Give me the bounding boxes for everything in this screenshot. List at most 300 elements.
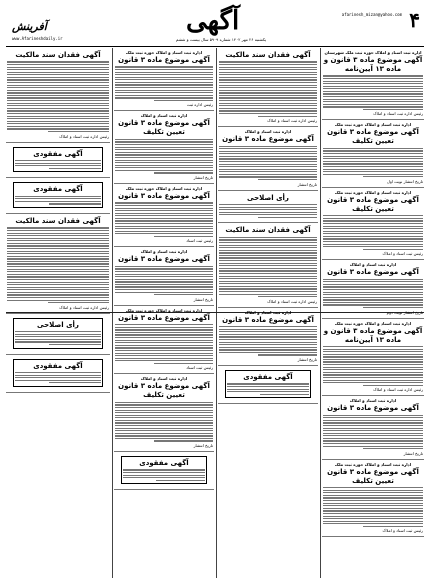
column-4 xyxy=(6,48,110,580)
text-line xyxy=(49,344,101,345)
text-line xyxy=(323,346,423,347)
notice-title: آگهی موضوع ماده ۳ قانون تعیین تکلیف xyxy=(327,128,419,146)
text-line xyxy=(115,284,213,285)
text-line xyxy=(7,263,109,264)
text-line xyxy=(323,289,423,290)
notice-signature: رئیس اداره ثبت اسناد و املاک xyxy=(59,304,109,310)
text-line xyxy=(115,425,213,426)
text-line xyxy=(115,228,213,229)
text-line xyxy=(219,352,317,353)
text-line xyxy=(323,236,423,237)
text-line xyxy=(115,337,213,338)
column-1 xyxy=(322,48,424,580)
text-line xyxy=(115,417,213,418)
notice-block xyxy=(114,247,214,305)
text-line xyxy=(323,377,423,378)
text-line xyxy=(115,220,213,221)
text-line xyxy=(115,95,213,96)
notice-title: آگهی مفقودی xyxy=(243,373,293,382)
text-line xyxy=(323,75,423,76)
text-line xyxy=(219,156,317,157)
text-line xyxy=(219,74,317,75)
notice-heading: اداره ثبت اسناد و املاک حوزه ثبت ملک xyxy=(125,185,203,191)
text-line xyxy=(219,237,317,238)
text-line xyxy=(227,391,309,392)
notice-block xyxy=(218,308,318,366)
text-line xyxy=(323,174,423,175)
notice-title: آگهی موضوع ماده ۳ قانون xyxy=(118,191,210,200)
text-line xyxy=(323,148,423,149)
text-line xyxy=(258,116,317,117)
text-line xyxy=(323,380,423,381)
text-line xyxy=(7,77,109,78)
text-line xyxy=(7,245,109,246)
text-line xyxy=(219,291,317,292)
text-line xyxy=(219,329,317,330)
notice-heading: اداره ثبت اسناد و املاک حوزه ثبت ملک xyxy=(334,122,412,128)
text-line xyxy=(323,354,423,355)
text-line xyxy=(323,364,423,365)
text-line xyxy=(219,87,317,88)
text-line xyxy=(363,526,423,527)
text-line xyxy=(219,336,317,337)
page-header xyxy=(6,6,424,44)
column-2 xyxy=(218,48,318,580)
text-line xyxy=(15,339,101,340)
notice-block xyxy=(218,191,318,224)
text-line xyxy=(7,284,109,285)
text-line xyxy=(323,279,423,280)
text-line xyxy=(323,91,423,92)
text-line xyxy=(323,523,423,524)
text-line xyxy=(323,93,423,94)
notice-heading: اداره ثبت اسناد و املاک حوزه ثبت ملک xyxy=(334,189,412,195)
text-line xyxy=(323,104,423,105)
text-line xyxy=(115,276,213,277)
notice-signature: رئیس ثبت اسناد xyxy=(186,238,213,244)
notice-signature: تاریخ انتشار xyxy=(193,443,213,449)
text-line xyxy=(219,242,317,243)
text-line xyxy=(219,174,317,175)
notice-heading: اداره ثبت اسناد و املاک حوزه ثبت ملک xyxy=(334,461,412,467)
text-line xyxy=(323,297,423,298)
notice-title: آگهی موضوع ماده ۳ قانون xyxy=(222,315,314,324)
notice-signature: رئیس اداره ثبت اسناد و املاک xyxy=(59,133,109,139)
notice-block xyxy=(218,48,318,127)
text-line xyxy=(115,324,213,325)
text-line xyxy=(7,126,109,127)
text-line xyxy=(115,332,213,333)
text-line xyxy=(115,353,213,354)
text-line xyxy=(323,420,423,421)
notice-title: آگهی مفقودی xyxy=(33,185,83,194)
text-line xyxy=(219,334,317,335)
text-line xyxy=(115,327,213,328)
text-line xyxy=(7,67,109,68)
text-line xyxy=(219,339,317,340)
text-line xyxy=(258,296,317,297)
text-line xyxy=(323,518,423,519)
text-line xyxy=(323,166,423,167)
text-line xyxy=(7,294,109,295)
text-line xyxy=(7,238,109,239)
notice-heading: اداره ثبت اسناد و املاک xyxy=(140,113,188,119)
text-line xyxy=(219,97,317,98)
text-line xyxy=(115,410,213,411)
text-line xyxy=(219,77,317,78)
text-line xyxy=(323,349,423,350)
notice-heading: اداره ثبت اسناد و املاک xyxy=(244,129,292,135)
text-line xyxy=(323,215,423,216)
text-line xyxy=(15,377,101,378)
text-line xyxy=(323,372,423,373)
text-line xyxy=(115,231,213,232)
text-line xyxy=(49,203,101,204)
text-line xyxy=(15,198,101,199)
text-line xyxy=(115,218,213,219)
text-line xyxy=(219,164,317,165)
text-line xyxy=(156,480,205,481)
text-line xyxy=(115,412,213,413)
email-address[interactable]: afarinesh_mizan@yahoo.com xyxy=(341,12,402,17)
column-divider xyxy=(112,48,113,578)
text-line xyxy=(115,433,213,434)
text-line xyxy=(258,217,317,218)
text-line xyxy=(7,243,109,244)
text-line xyxy=(115,226,213,227)
text-line xyxy=(323,241,423,242)
text-line xyxy=(15,196,101,197)
notice-block xyxy=(218,366,318,404)
text-line xyxy=(323,106,423,107)
text-line xyxy=(115,347,213,348)
text-line xyxy=(15,372,101,373)
text-line xyxy=(219,268,317,269)
text-line xyxy=(219,108,317,109)
text-line xyxy=(323,286,423,287)
text-line xyxy=(219,64,317,65)
text-line xyxy=(123,477,205,478)
notice-heading: اداره ثبت اسناد و املاک xyxy=(244,309,292,315)
text-line xyxy=(15,341,101,342)
notice-block xyxy=(218,223,318,307)
notice-title: آگهی مفقودی xyxy=(139,459,189,468)
column-divider xyxy=(320,48,321,578)
text-line xyxy=(115,350,213,351)
notice-heading: اداره ثبت اسناد و املاک حوزه ثبت ملک xyxy=(125,307,203,313)
text-line xyxy=(323,356,423,357)
text-line xyxy=(115,438,213,439)
text-line xyxy=(115,289,213,290)
notice-heading: اداره ثبت اسناد و املاک حوزه ثبت ملک xyxy=(125,50,203,55)
text-line xyxy=(7,64,109,65)
notice-signature: رئیس ثبت اسناد و املاک xyxy=(382,251,423,257)
text-line xyxy=(7,279,109,280)
text-line xyxy=(15,160,101,161)
text-line xyxy=(115,144,213,145)
text-line xyxy=(115,202,213,203)
text-line xyxy=(219,342,317,343)
text-line xyxy=(219,247,317,248)
notice-signature: رئیس اداره ثبت اسناد و املاک xyxy=(373,111,423,117)
text-line xyxy=(7,128,109,129)
notice-signature: رئیس ثبت اسناد xyxy=(186,365,213,371)
dateline: یکشنبه ۲۶ مهر ۱۴۰۲ شماره ۵۹۰۹ سال بیست و ششم xyxy=(175,37,267,42)
text-line xyxy=(48,302,109,303)
text-line xyxy=(323,430,423,431)
text-line xyxy=(115,292,213,293)
text-line xyxy=(7,227,109,228)
text-line xyxy=(7,95,109,96)
text-line xyxy=(323,425,423,426)
text-line xyxy=(15,201,101,202)
text-line xyxy=(219,286,317,287)
text-line xyxy=(115,286,213,287)
text-line xyxy=(323,153,423,154)
notice-block xyxy=(6,214,110,314)
text-line xyxy=(7,118,109,119)
text-line xyxy=(115,415,213,416)
text-line xyxy=(323,516,423,517)
text-line xyxy=(115,160,213,161)
text-line xyxy=(154,172,213,173)
section-masthead: آگهی xyxy=(186,6,240,36)
text-line xyxy=(323,497,423,498)
notice-block xyxy=(218,127,318,190)
text-line xyxy=(115,360,213,361)
notice-block xyxy=(114,374,214,452)
text-line xyxy=(323,96,423,97)
notice-title: آگهی موضوع ماده ۳ قانون و ماده ۱۳ آیین‌نامه xyxy=(323,326,423,344)
text-line xyxy=(323,83,423,84)
text-line xyxy=(115,215,213,216)
text-line xyxy=(258,179,317,180)
text-line xyxy=(115,334,213,335)
text-line xyxy=(115,340,213,341)
page-number: ۴ xyxy=(409,8,420,32)
text-line xyxy=(219,257,317,258)
text-line xyxy=(219,209,317,210)
text-line xyxy=(7,92,109,93)
text-line xyxy=(115,342,213,343)
text-line xyxy=(323,374,423,375)
text-line xyxy=(115,154,213,155)
text-line xyxy=(154,440,213,441)
text-line xyxy=(7,297,109,298)
text-line xyxy=(323,495,423,496)
text-line xyxy=(115,77,213,78)
notice-title: آگهی فقدان سند مالکیت xyxy=(15,51,101,59)
notice-signature: تاریخ انتشار xyxy=(297,357,317,363)
text-line xyxy=(7,87,109,88)
text-line xyxy=(7,276,109,277)
notice-block xyxy=(114,306,214,375)
text-line xyxy=(7,261,109,262)
notice-heading: اداره ثبت اسناد و املاک حوزه ثبت ملک xyxy=(334,320,412,326)
notice-block xyxy=(322,188,424,260)
text-line xyxy=(7,108,109,109)
notice-signature: تاریخ انتشار نوبت دوم xyxy=(386,309,423,315)
notice-signature: تاریخ انتشار xyxy=(297,181,317,187)
text-line xyxy=(323,443,423,444)
boxed-notice xyxy=(13,182,103,208)
text-line xyxy=(115,97,213,98)
notice-heading: اداره ثبت اسناد و املاک xyxy=(140,249,188,255)
text-line xyxy=(219,92,317,93)
text-line xyxy=(7,123,109,124)
notice-signature: رئیس اداره ثبت اسناد و املاک xyxy=(373,387,423,393)
text-line xyxy=(219,245,317,246)
text-line xyxy=(323,223,423,224)
text-line xyxy=(115,213,213,214)
text-line xyxy=(323,292,423,293)
text-line xyxy=(323,150,423,151)
text-line xyxy=(115,84,213,85)
text-line xyxy=(123,472,205,473)
text-line xyxy=(323,487,423,488)
text-line xyxy=(7,230,109,231)
text-line xyxy=(7,271,109,272)
text-line xyxy=(115,152,213,153)
text-line xyxy=(219,90,317,91)
text-line xyxy=(15,380,101,381)
text-line xyxy=(115,266,213,267)
text-line xyxy=(323,171,423,172)
text-line xyxy=(227,383,309,384)
text-line xyxy=(363,448,423,449)
text-line xyxy=(219,153,317,154)
text-line xyxy=(7,300,109,301)
notice-block xyxy=(6,355,110,393)
text-line xyxy=(219,105,317,106)
column-divider xyxy=(216,48,217,578)
notice-block xyxy=(114,111,214,183)
text-line xyxy=(7,251,109,252)
text-line xyxy=(15,163,101,164)
text-line xyxy=(7,121,109,122)
text-line xyxy=(219,214,317,215)
text-line xyxy=(115,141,213,142)
text-line xyxy=(323,233,423,234)
text-line xyxy=(363,385,423,386)
text-line xyxy=(323,490,423,491)
text-line xyxy=(219,349,317,350)
text-line xyxy=(219,270,317,271)
text-line xyxy=(115,268,213,269)
text-line xyxy=(323,508,423,509)
text-line xyxy=(219,283,317,284)
boxed-notice xyxy=(121,456,207,484)
text-line xyxy=(154,294,213,295)
text-line xyxy=(115,208,213,209)
text-line xyxy=(115,279,213,280)
text-line xyxy=(219,79,317,80)
text-line xyxy=(219,61,317,62)
notice-block xyxy=(6,178,110,214)
text-line xyxy=(219,276,317,277)
text-line xyxy=(7,292,109,293)
text-line xyxy=(7,74,109,75)
header-rule xyxy=(6,46,424,47)
text-line xyxy=(323,367,423,368)
text-line xyxy=(115,281,213,282)
text-line xyxy=(115,157,213,158)
text-line xyxy=(323,500,423,501)
text-line xyxy=(323,369,423,370)
text-line xyxy=(115,407,213,408)
text-line xyxy=(219,252,317,253)
text-line xyxy=(323,438,423,439)
text-line xyxy=(323,156,423,157)
notice-signature: رئیس اداره ثبت xyxy=(186,102,213,108)
text-line xyxy=(7,282,109,283)
text-line xyxy=(7,289,109,290)
text-line xyxy=(363,307,423,308)
text-line xyxy=(115,69,213,70)
text-line xyxy=(323,161,423,162)
text-line xyxy=(15,331,101,332)
text-line xyxy=(7,269,109,270)
notice-block xyxy=(322,120,424,187)
notice-title: آگهی موضوع ماده ۳ قانون xyxy=(222,135,314,144)
notice-title: آگهی موضوع ماده ۳ قانون xyxy=(118,56,210,64)
text-line xyxy=(7,79,109,80)
notice-signature: تاریخ انتشار نوبت اول xyxy=(386,178,423,184)
text-line xyxy=(323,284,423,285)
text-line xyxy=(323,446,423,447)
text-line xyxy=(323,422,423,423)
notice-signature: رئیس اداره ثبت اسناد و املاک xyxy=(267,118,317,124)
text-line xyxy=(219,326,317,327)
text-line xyxy=(115,345,213,346)
text-line xyxy=(115,223,213,224)
website-url[interactable]: www.Afarineshdaily.ir xyxy=(12,36,63,41)
text-line xyxy=(115,79,213,80)
text-line xyxy=(115,210,213,211)
boxed-notice xyxy=(13,359,103,387)
text-line xyxy=(115,66,213,67)
text-line xyxy=(323,86,423,87)
text-line xyxy=(219,166,317,167)
notice-heading: اداره ثبت اسناد و املاک xyxy=(140,376,188,382)
text-line xyxy=(323,78,423,79)
text-line xyxy=(323,281,423,282)
text-line xyxy=(323,304,423,305)
text-line xyxy=(7,110,109,111)
column-3 xyxy=(114,48,214,580)
notice-title: آگهی موضوع ماده ۳ قانون xyxy=(327,268,419,277)
text-line xyxy=(219,95,317,96)
text-line xyxy=(219,148,317,149)
text-line xyxy=(219,255,317,256)
text-line xyxy=(323,231,423,232)
notice-title: آگهی فقدان سند مالکیت xyxy=(225,226,311,235)
text-line xyxy=(219,85,317,86)
text-line xyxy=(49,382,101,383)
text-line xyxy=(323,428,423,429)
text-line xyxy=(115,404,213,405)
text-line xyxy=(363,249,423,250)
text-line xyxy=(258,354,317,355)
text-line xyxy=(115,162,213,163)
notice-title: آگهی موضوع ماده ۳ قانون و ماده ۱۳ آیین‌نامه xyxy=(323,56,423,73)
text-line xyxy=(363,176,423,177)
notice-title: آگهی موضوع ماده ۳ قانون تعیین تکلیف xyxy=(327,195,419,213)
text-line xyxy=(323,417,423,418)
newspaper-logo: آفرینش xyxy=(12,20,47,33)
text-line xyxy=(323,302,423,303)
boxed-notice xyxy=(225,370,311,398)
